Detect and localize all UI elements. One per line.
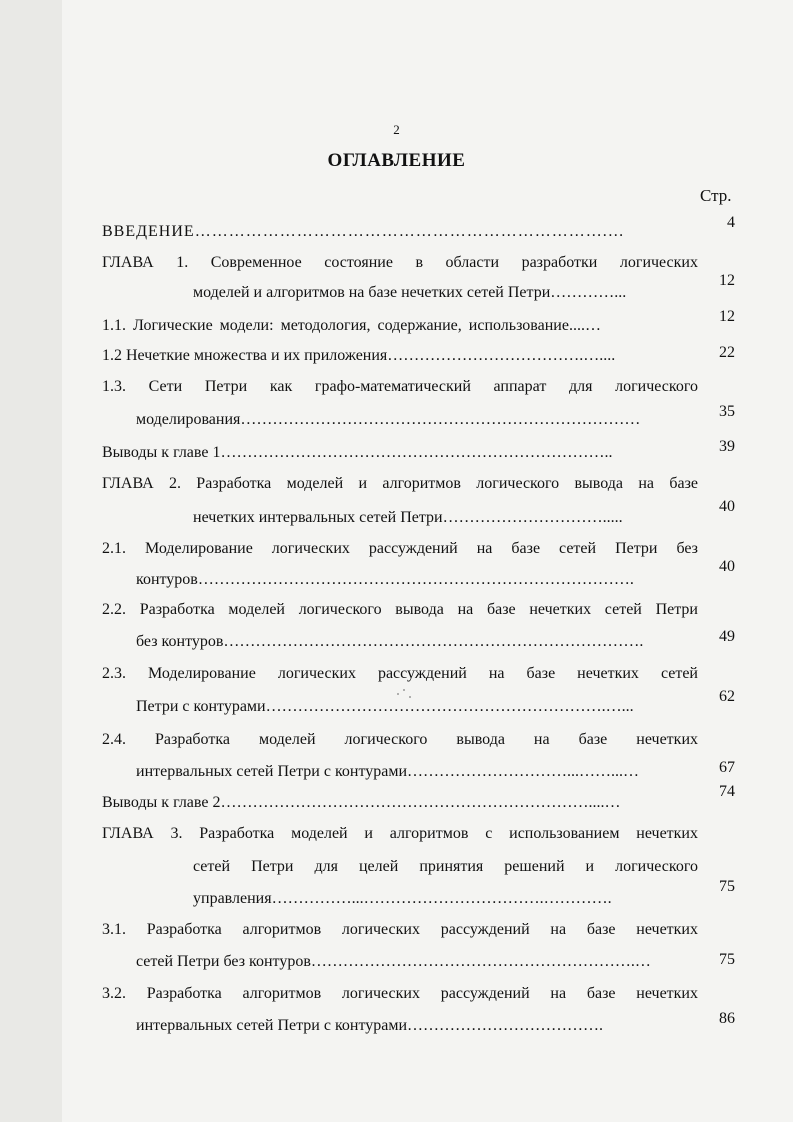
toc-entry-text: нечетких интервальных сетей Петри…………………………..... xyxy=(193,509,623,526)
toc-entry-text: ГЛАВА 3. Разработка моделей и алгоритмов с использованием нечетких xyxy=(102,825,698,842)
toc-entry-text: ВВЕДЕНИЕ……………………………………………………………….… xyxy=(102,223,625,240)
page-title: ОГЛАВЛЕНИЕ xyxy=(327,150,466,171)
toc-entry-page: 12 xyxy=(719,272,735,289)
toc-entry-page: 86 xyxy=(719,1010,735,1027)
toc-entry-page: 49 xyxy=(719,628,735,645)
toc-entry-text: 3.1. Разработка алгоритмов логических рассуждений на базе нечетких xyxy=(102,921,698,938)
toc-entry-page: 39 xyxy=(719,438,735,455)
toc-entry-text: Выводы к главе 1……………………………………………………………….. xyxy=(102,444,613,461)
toc-entry-page: 75 xyxy=(719,878,735,895)
toc-entry-page: 12 xyxy=(719,308,735,325)
toc-entry-text: 1.2 Нечеткие множества и их приложения……………………………….….... xyxy=(102,347,616,364)
toc-entry-text: моделей и алгоритмов на базе нечетких сетей Петри…………... xyxy=(193,284,627,301)
toc-entry-text: без контуров……………………………………………………………………. xyxy=(136,633,644,650)
toc-entry-text: сетей Петри для целей принятия решений и логического xyxy=(193,858,698,875)
scan-speck xyxy=(403,689,405,691)
toc-entry-page: 40 xyxy=(719,498,735,515)
toc-entry-page: 67 xyxy=(719,759,735,776)
toc-entry-text: контуров………………………………………………………………………. xyxy=(136,571,634,588)
scan-speck xyxy=(409,696,411,698)
toc-entry-page: 22 xyxy=(719,344,735,361)
toc-entry-text: ГЛАВА 1. Современное состояние в области разработки логических xyxy=(102,254,698,271)
toc-entry-text: интервальных сетей Петри с контурами…………………………...……...… xyxy=(136,763,640,780)
toc-entry-text: моделирования………………………………………………………………… xyxy=(136,411,641,428)
toc-entry-text: Выводы к главе 2……………………………………………………………....… xyxy=(102,794,621,811)
toc-entry-page: 35 xyxy=(719,403,735,420)
toc-entry-page: 40 xyxy=(719,558,735,575)
page-column-header: Стр. xyxy=(700,186,732,205)
toc-entry-text: ГЛАВА 2. Разработка моделей и алгоритмов логического вывода на базе xyxy=(102,475,698,492)
toc-entry-text: Петри с контурами……………………………………………………….…... xyxy=(136,698,634,715)
toc-entry-text: 2.3. Моделирование логических рассуждений на базе нечетких сетей xyxy=(102,665,698,682)
toc-entry-text: интервальных сетей Петри с контурами………………………………. xyxy=(136,1017,604,1034)
toc-entry-text: 1.3. Сети Петри как графо-математический аппарат для логического xyxy=(102,378,698,395)
toc-entry-page: 4 xyxy=(727,214,735,231)
toc-entry-text: управления……………...…………………………….…………. xyxy=(193,890,612,907)
toc-entry-text: 2.2. Разработка моделей логического вывода на базе нечетких сетей Петри xyxy=(102,601,698,618)
toc-entry-page: 62 xyxy=(719,688,735,705)
toc-entry-text: 2.1. Моделирование логических рассуждений на базе сетей Петри без xyxy=(102,540,698,557)
toc-entry-text: 1.1. Логические модели: методология, содержание, использование....… xyxy=(102,317,601,334)
toc-entry-text: 3.2. Разработка алгоритмов логических рассуждений на базе нечетких xyxy=(102,985,698,1002)
page-number: 2 xyxy=(393,122,400,137)
toc-entry-text: 2.4. Разработка моделей логического вывода на базе нечетких xyxy=(102,731,698,748)
toc-entry-page: 75 xyxy=(719,951,735,968)
scan-speck xyxy=(397,693,399,695)
toc-entry-page: 74 xyxy=(719,783,735,800)
toc-entry-text: сетей Петри без контуров…………………………………………………….… xyxy=(136,953,651,970)
